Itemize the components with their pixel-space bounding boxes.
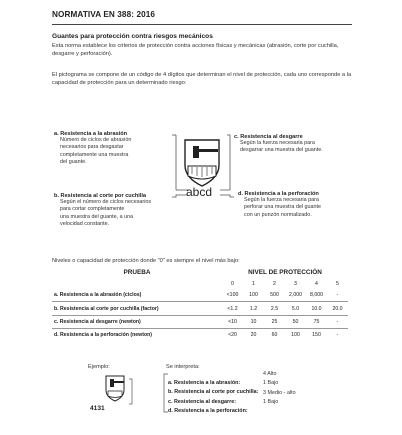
label-abrasion-line: del guante. [60, 159, 87, 166]
section-heading: Guantes para protección contra riesgos mecánicos [52, 33, 213, 40]
level-index: 0 [231, 280, 234, 287]
label-abrasion-title: a. Resistencia a la abrasión [54, 131, 128, 137]
interp-name: d. Resistencia a la perforación: [168, 408, 248, 415]
row-value: <10 [222, 315, 243, 328]
example-code: 4131 [90, 405, 105, 412]
label-abrasion-line: completamente una muestra [60, 151, 129, 158]
label-abrasion-line: Número de ciclos de abrasión [60, 137, 132, 143]
level-index: 1 [252, 280, 255, 287]
label-tear-line: Según la fuerza necesaria para [240, 140, 315, 146]
row-value: 10.0 [306, 302, 327, 315]
label-abrasion-line: necesarios para desgastar [60, 144, 124, 151]
row-value: 60 [264, 329, 285, 342]
label-tear [234, 134, 352, 155]
row-value: 100 [285, 329, 306, 342]
example-shield-icon [96, 373, 156, 423]
label-cut-line: velocidad constante. [60, 221, 110, 228]
interp-name: c. Resistencia al desgarre: [168, 398, 237, 405]
example-label: Ejemplo: [88, 364, 110, 370]
page-title: NORMATIVA EN 388: 2016 [52, 10, 156, 19]
pictogram-diagram [52, 0, 352, 250]
row-name: b. Resistencia al corte por cuchilla (factor) [52, 302, 222, 315]
interp-value: 3 Medio - alto [263, 389, 296, 396]
interpretation-list [168, 371, 368, 415]
intro-paragraph: Esta norma establece los criterios de protección contra acciones físicas y mecánicas (abrasión, corte por cuchilla, desgarre y perforación). [52, 43, 339, 58]
label-abrasion-text [54, 137, 172, 167]
row-value: - [327, 329, 348, 342]
row-value: 20.0 [327, 302, 348, 315]
table-row [52, 315, 348, 328]
row-value: 20 [243, 329, 264, 342]
label-puncture-line: con un punzón normalizado. [244, 211, 312, 218]
label-tear-text [234, 140, 352, 155]
header-level: NIVEL DE PROTECCIÓN [248, 268, 322, 276]
label-cut-line: Según el número de ciclos necesarios [60, 199, 152, 205]
label-tear-title: c. Resistencia al desgarre [234, 134, 303, 140]
example-pictogram [96, 373, 156, 423]
label-puncture [238, 191, 352, 219]
row-value: 25 [264, 315, 285, 328]
table-row [52, 302, 348, 315]
level-index-spacer [52, 278, 222, 289]
level-index: 5 [336, 280, 339, 287]
row-value: 5.0 [285, 302, 306, 315]
row-value: 100 [249, 292, 258, 299]
interp-value: 4 Alto [263, 371, 277, 377]
label-puncture-title: d. Resistencia a la perforación [238, 191, 319, 197]
pictogram-paragraph: El pictograma se compone de un código de 4 dígitos que determinan el nivel de protección, cada uno corresponde a la capacidad de protección para un determinado riesgo: [52, 72, 352, 87]
row-name: a. Resistencia a la abrasión (ciclos) [54, 292, 142, 299]
table-header [52, 266, 348, 278]
label-cut-title: b. Resistencia al corte por cuchilla [54, 193, 147, 199]
level-index: 2 [273, 280, 276, 287]
row-value: 50 [285, 315, 306, 328]
table-row [52, 329, 348, 342]
row-value: 10 [243, 315, 264, 328]
row-value: - [336, 292, 339, 299]
row-value: 1.2 [243, 302, 264, 315]
label-puncture-line: Según la fuerza necesaria para [244, 197, 319, 203]
interp-name: a. Resistencia a la abrasión: [168, 380, 241, 386]
label-puncture-line: perforar una muestra del guante [244, 204, 322, 211]
row-value: 2,000 [289, 292, 302, 299]
header-test: PRUEBA [123, 268, 151, 276]
row-value: - [327, 315, 348, 328]
list-item [168, 399, 368, 415]
level-index: 3 [294, 280, 297, 287]
row-value: <20 [222, 329, 243, 342]
label-cut [54, 193, 176, 229]
row-value: 75 [306, 315, 327, 328]
interp-value: 1 Bajo [263, 380, 279, 387]
level-index-row [52, 278, 348, 289]
label-puncture-text [238, 197, 352, 219]
label-tear-line: desgarrar una muestra del guante. [240, 147, 323, 154]
row-value: <100 [226, 292, 239, 299]
row-name: c. Resistencia al desgarre (newton) [52, 315, 222, 328]
table-row [52, 289, 348, 302]
interp-value: 1 Bajo [263, 399, 279, 406]
label-cut-line: una muestra del guante, a una [60, 213, 134, 220]
pictogram-code: abcd [186, 185, 213, 199]
label-cut-text [54, 199, 176, 229]
row-value: 2.5 [264, 302, 285, 315]
row-value: 500 [270, 292, 279, 299]
row-value: 8,000 [310, 292, 323, 299]
interpretation-label: Se interpreta: [166, 364, 200, 370]
interp-name: b. Resistencia al corte por cuchilla: [168, 389, 259, 396]
row-name: d. Resistencia a la perforación (newton) [52, 329, 222, 342]
row-value: 150 [306, 329, 327, 342]
label-abrasion [54, 131, 172, 167]
en388-shield-icon [185, 140, 219, 186]
table-note: Niveles o capacidad de protección donde "0" es siempre el nivel más bajo: [52, 258, 240, 264]
row-value: <1.2 [222, 302, 243, 315]
level-index: 4 [315, 280, 318, 287]
label-cut-line: para cortar completamente [60, 206, 125, 213]
protection-levels-table [52, 266, 348, 342]
